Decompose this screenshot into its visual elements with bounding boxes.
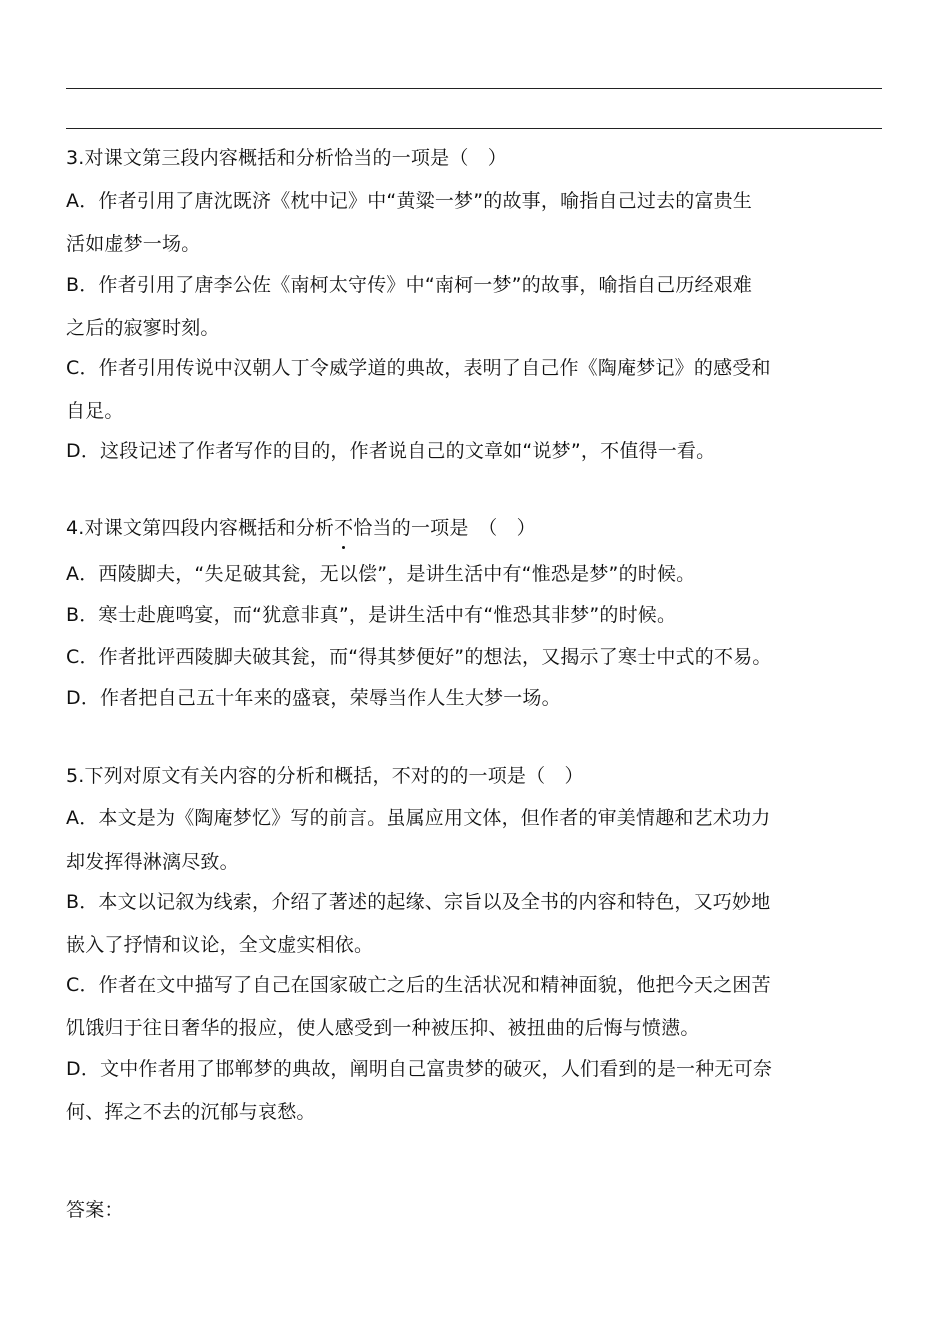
- q3-option-b-cont: 之后的寂寥时刻。: [66, 317, 220, 339]
- q5-option-b-cont: 嵌入了抒情和议论，全文虚实相依。: [66, 934, 374, 956]
- q5-option-c-cont: 饥饿归于往日奢华的报应，使人感受到一种被压抑、被扭曲的后悔与愤懑。: [66, 1017, 700, 1039]
- q5-option-b: B．本文以记叙为线索，介绍了著述的起缘、宗旨以及全书的内容和特色，又巧妙地: [66, 891, 771, 913]
- q4-stem-pre: 4.对课文第四段内容概括和分析: [66, 517, 335, 539]
- answer-label: 答案：: [66, 1199, 124, 1221]
- q3-option-d: D．这段记述了作者写作的目的，作者说自己的文章如“说梦”，不值得一看。: [66, 440, 716, 462]
- q5-option-c: C．作者在文中描写了自己在国家破亡之后的生活状况和精神面貌，他把今天之困苦: [66, 974, 771, 996]
- q4-option-a: A．西陵脚夫，“失足破其瓮，无以偿”，是讲生活中有“惟恐是梦”的时候。: [66, 563, 696, 585]
- q3-option-b: B．作者引用了唐李公佐《南柯太守传》中“南柯一梦”的故事，喻指自己历经艰难: [66, 274, 753, 296]
- answer-line-1: [66, 88, 882, 89]
- q5-stem: 5.下列对原文有关内容的分析和概括，不对的的一项是（ ）: [66, 765, 584, 787]
- q3-option-a: A．作者引用了唐沈既济《枕中记》中“黄粱一梦”的故事，喻指自己过去的富贵生: [66, 190, 753, 212]
- q5-option-a-cont: 却发挥得淋漓尽致。: [66, 851, 239, 873]
- q4-option-d: D．作者把自己五十年来的盛衰，荣辱当作人生大梦一场。: [66, 687, 561, 709]
- q5-option-a: A．本文是为《陶庵梦忆》写的前言。虽属应用文体，但作者的审美情趣和艺术功力: [66, 807, 771, 829]
- q5-option-d: D．文中作者用了邯郸梦的典故，阐明自己富贵梦的破灭，人们看到的是一种无可奈: [66, 1058, 773, 1080]
- q4-option-c: C．作者批评西陵脚夫破其瓮，而“得其梦便好”的想法，又揭示了寒士中式的不易。: [66, 646, 772, 668]
- q4-stem-emphasis: 不: [334, 517, 354, 539]
- q4-stem: [66, 516, 536, 540]
- q3-option-c-cont: 自足。: [66, 400, 124, 422]
- q3-option-c: C．作者引用传说中汉朝人丁令威学道的典故，表明了自己作《陶庵梦记》的感受和: [66, 357, 771, 379]
- q3-stem: 3.对课文第三段内容概括和分析恰当的一项是（ ）: [66, 147, 507, 169]
- answer-line-2: [66, 128, 882, 129]
- q3-option-a-cont: 活如虚梦一场。: [66, 233, 201, 255]
- q5-option-d-cont: 何、挥之不去的沉郁与哀愁。: [66, 1101, 316, 1123]
- q4-option-b: B．寒士赴鹿鸣宴，而“犹意非真”，是讲生活中有“惟恐其非梦”的时候。: [66, 604, 677, 626]
- q4-stem-post: 恰当的一项是 （ ）: [353, 517, 536, 539]
